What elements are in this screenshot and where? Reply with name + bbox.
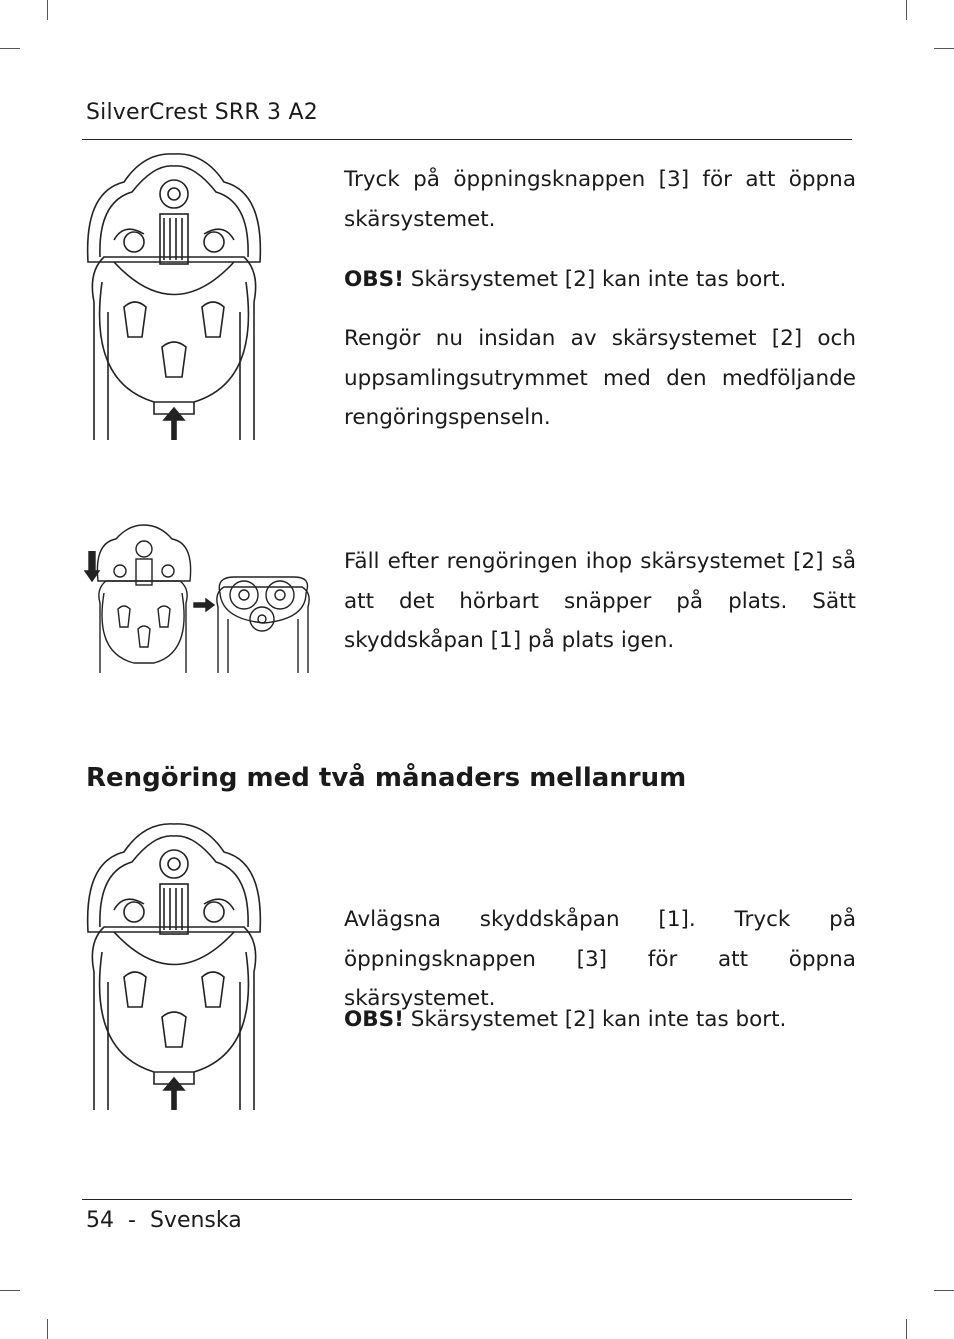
- page-header-title: SilverCrest SRR 3 A2: [86, 100, 318, 125]
- crop-mark: [934, 48, 954, 49]
- footer-language: Svenska: [149, 1208, 242, 1233]
- open-shaver-illustration: [84, 152, 264, 442]
- instruction-remove-cap: Avlägsna skyddskåpan [1]. Tryck på öppningsknappen [3] för att öppna skärsystemet.: [344, 907, 856, 1011]
- crop-mark: [0, 1290, 20, 1291]
- instruction-close-cutting-system: Fäll efter rengöringen ihop skärsystemet [2] så att det hörbart snäpper på plats. Sätt skyddskåpan [1] på plats igen.: [344, 549, 856, 653]
- footer-rule: [82, 1199, 852, 1200]
- footer-separator: -: [128, 1208, 136, 1233]
- section-heading: Rengöring med två månaders mellanrum: [86, 763, 687, 793]
- crop-mark: [934, 1290, 954, 1291]
- instruction-open-cutting-system: Tryck på öppningsknappen [3] för att öppna skärsystemet.: [344, 167, 856, 232]
- note-cannot-remove: [344, 260, 856, 300]
- crop-mark: [906, 0, 907, 20]
- crop-mark: [906, 1319, 907, 1339]
- header-rule: [82, 139, 852, 140]
- note-cannot-remove-2: [344, 1000, 856, 1040]
- crop-mark: [47, 1319, 48, 1339]
- page-number: 54: [86, 1208, 114, 1233]
- page-footer: [86, 1208, 242, 1233]
- instruction-clean-inside: Rengör nu insidan av skärsystemet [2] och uppsamlingsutrymmet med den medföljande rengöringspenseln.: [344, 326, 856, 430]
- note-text: Skärsystemet [2] kan inte tas bort.: [403, 1007, 787, 1032]
- open-shaver-illustration: [84, 822, 264, 1112]
- crop-mark: [0, 48, 20, 49]
- close-shaver-illustration: [84, 523, 312, 675]
- note-label: OBS!: [344, 1007, 404, 1032]
- crop-mark: [47, 0, 48, 20]
- note-text: Skärsystemet [2] kan inte tas bort.: [403, 267, 787, 292]
- note-label: OBS!: [344, 267, 404, 292]
